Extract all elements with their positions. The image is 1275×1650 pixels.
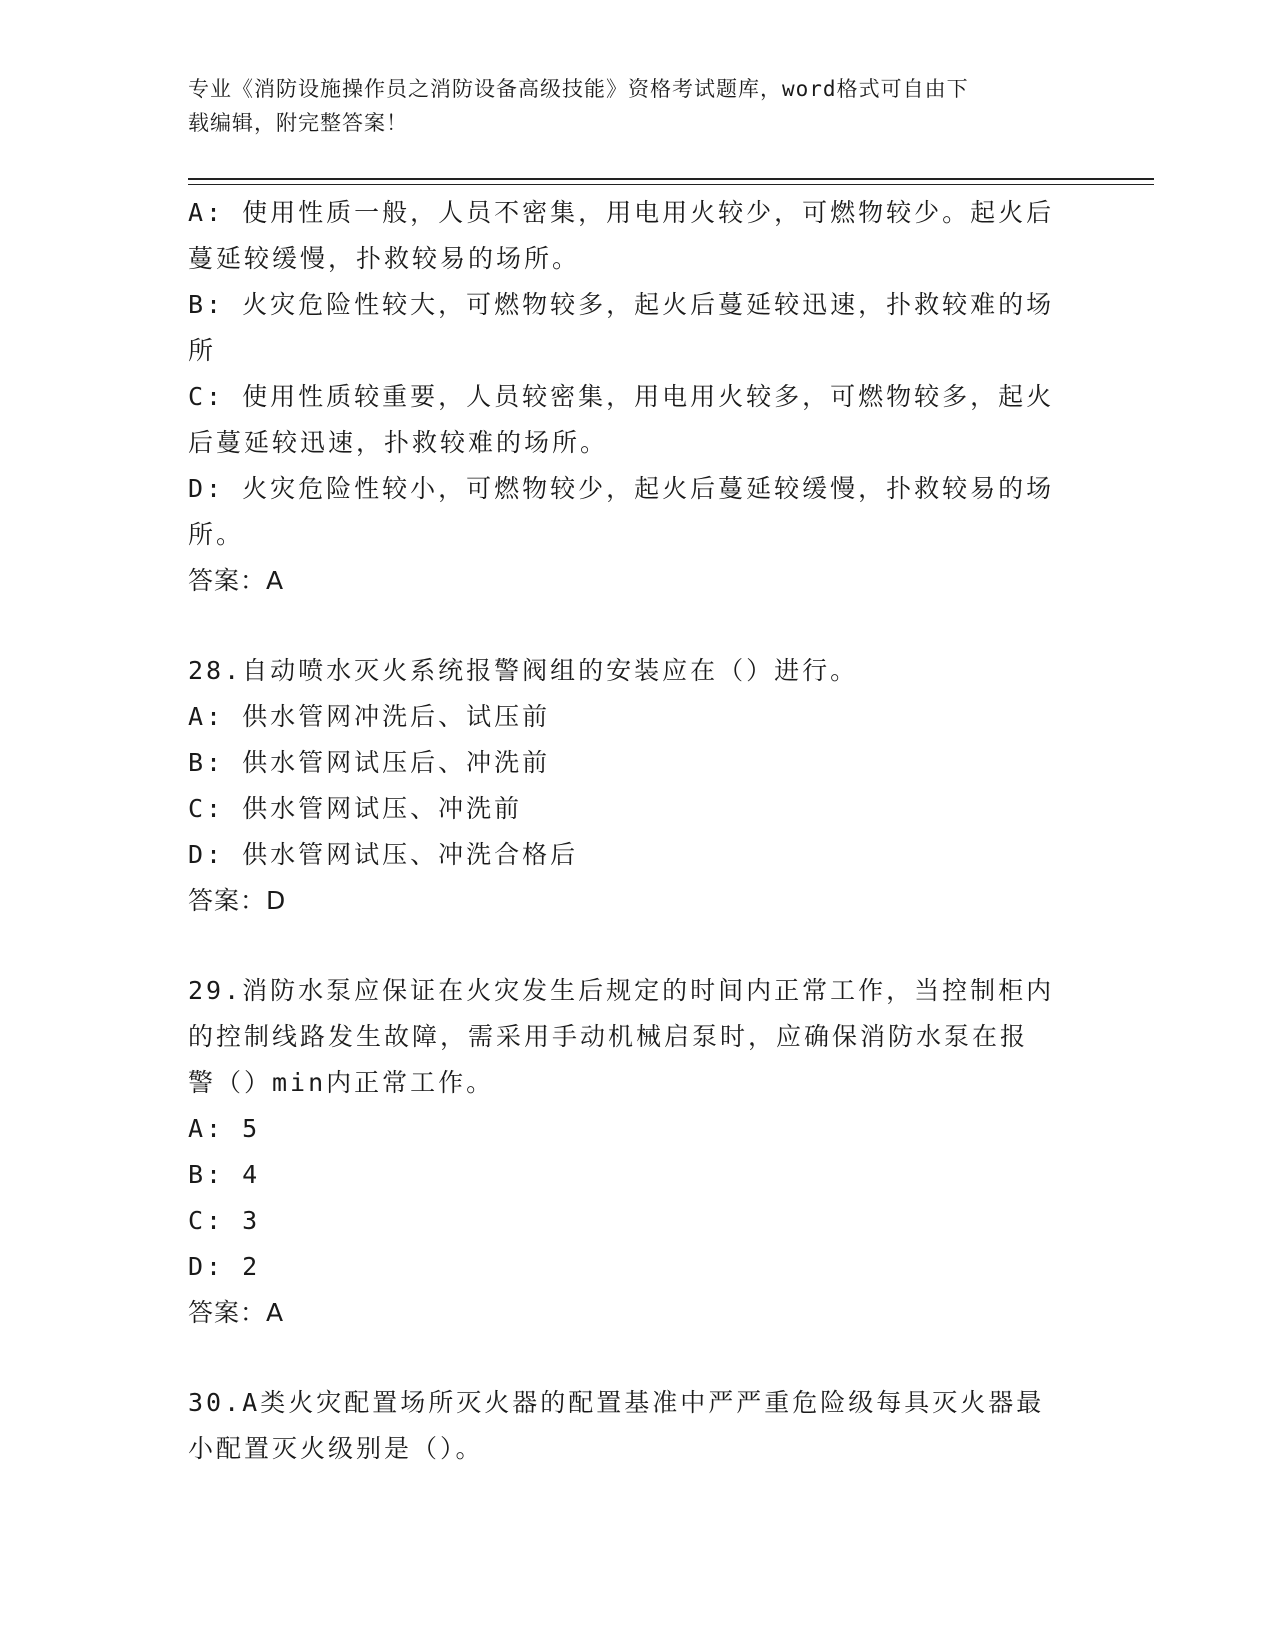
option-b: B: 4 bbox=[188, 1160, 261, 1189]
option-c-line-1: C: 使用性质较重要，人员较密集，用电用火较多，可燃物较多，起火 bbox=[188, 382, 1055, 411]
spacer bbox=[188, 604, 1088, 648]
answer-27: 答案：A bbox=[188, 566, 285, 595]
option-d-line-1: D: 火灾危险性较小，可燃物较少，起火后蔓延较缓慢，扑救较易的场 bbox=[188, 474, 1055, 503]
answer-29: 答案：A bbox=[188, 1298, 285, 1327]
option-a: A: 供水管网冲洗后、试压前 bbox=[188, 702, 551, 731]
question-28-text: 28.自动喷水灭火系统报警阀组的安装应在（）进行。 bbox=[188, 656, 859, 685]
option-a-line-1: A: 使用性质一般，人员不密集，用电用火较少，可燃物较少。起火后 bbox=[188, 198, 1055, 227]
question-28 bbox=[188, 648, 1088, 924]
header-divider-thin bbox=[188, 184, 1154, 185]
spacer bbox=[188, 924, 1088, 968]
header-line-2: 载编辑，附完整答案！ bbox=[188, 111, 408, 135]
question-content bbox=[188, 190, 1088, 1472]
header-divider bbox=[188, 178, 1154, 180]
question-27 bbox=[188, 190, 1088, 604]
question-30-line-2: 小配置灭火级别是（）。 bbox=[188, 1434, 484, 1463]
option-a: A: 5 bbox=[188, 1114, 261, 1143]
option-c: C: 供水管网试压、冲洗前 bbox=[188, 794, 523, 823]
header-line-1: 专业《消防设施操作员之消防设备高级技能》资格考试题库，word格式可自由下 bbox=[188, 77, 969, 101]
option-b-line-2: 所 bbox=[188, 336, 217, 365]
option-b-line-1: B: 火灾危险性较大，可燃物较多，起火后蔓延较迅速，扑救较难的场 bbox=[188, 290, 1055, 319]
question-29-line-1: 29.消防水泵应保证在火灾发生后规定的时间内正常工作，当控制柜内 bbox=[188, 976, 1055, 1005]
option-d: D: 供水管网试压、冲洗合格后 bbox=[188, 840, 579, 869]
option-c: C: 3 bbox=[188, 1206, 261, 1235]
question-29-line-2: 的控制线路发生故障，需采用手动机械启泵时，应确保消防水泵在报 bbox=[188, 1022, 1029, 1051]
option-b: B: 供水管网试压后、冲洗前 bbox=[188, 748, 551, 777]
spacer bbox=[188, 1336, 1088, 1380]
answer-28: 答案：D bbox=[188, 886, 287, 915]
option-c-line-2: 后蔓延较迅速，扑救较难的场所。 bbox=[188, 428, 609, 457]
question-29 bbox=[188, 968, 1088, 1336]
question-30 bbox=[188, 1380, 1088, 1472]
option-d-line-2: 所。 bbox=[188, 520, 245, 549]
document-header bbox=[188, 72, 1068, 140]
question-29-line-3: 警（）min内正常工作。 bbox=[188, 1068, 495, 1097]
question-30-line-1: 30.A类火灾配置场所灭火器的配置基准中严严重危险级每具灭火器最 bbox=[188, 1388, 1045, 1417]
option-a-line-2: 蔓延较缓慢，扑救较易的场所。 bbox=[188, 244, 581, 273]
option-d: D: 2 bbox=[188, 1252, 261, 1281]
